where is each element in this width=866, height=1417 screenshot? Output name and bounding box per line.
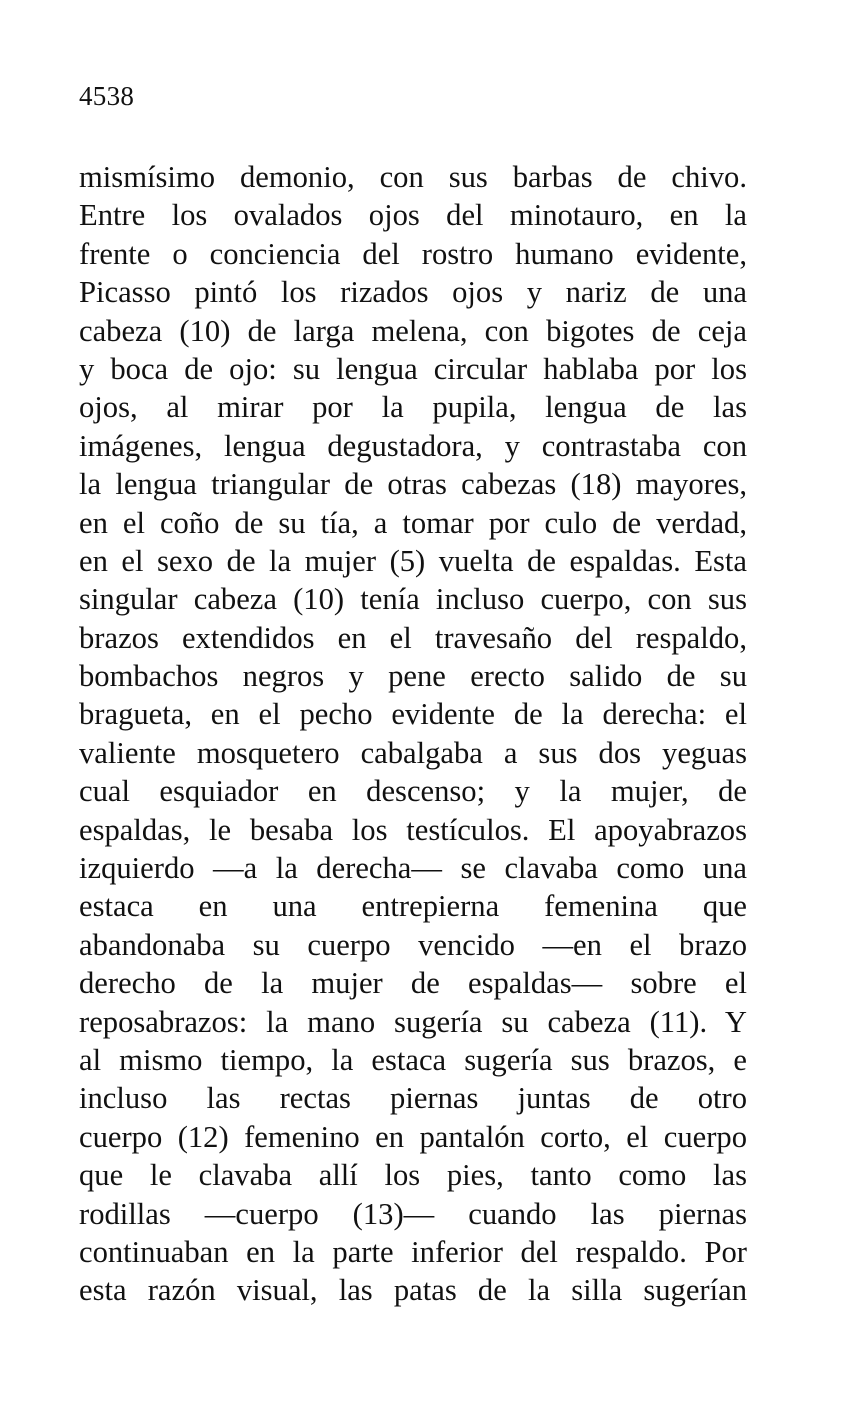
text-line: la lengua triangular de otras cabezas (18) mayores, xyxy=(79,467,747,502)
text-line: valiente mosquetero cabalgaba a sus dos yeguas xyxy=(79,735,747,770)
text-line: Picasso pintó los rizados ojos y nariz de una xyxy=(79,275,747,310)
text-line: y boca de ojo: su lengua circular hablaba por los xyxy=(79,351,747,386)
text-line: imágenes, lengua degustadora, y contrastaba con xyxy=(79,428,747,463)
text-line: al mismo tiempo, la estaca sugería sus brazos, e xyxy=(79,1042,747,1077)
text-line: ojos, al mirar por la pupila, lengua de las xyxy=(79,390,747,425)
text-line: continuaban en la parte inferior del respaldo. Por xyxy=(79,1234,747,1269)
body-paragraph xyxy=(79,158,747,1310)
text-line: mismísimo demonio, con sus barbas de chivo. xyxy=(79,160,747,194)
text-line: en el coño de su tía, a tomar por culo de verdad, xyxy=(79,505,747,540)
text-line: reposabrazos: la mano sugería su cabeza (11). Y xyxy=(79,1004,747,1039)
text-line: incluso las rectas piernas juntas de otro xyxy=(79,1081,747,1116)
text-line: que le clavaba allí los pies, tanto como las xyxy=(79,1158,747,1193)
text-line: abandonaba su cuerpo vencido —en el brazo xyxy=(79,927,747,962)
text-line: frente o conciencia del rostro humano evidente, xyxy=(79,236,747,271)
text-line: derecho de la mujer de espaldas— sobre el xyxy=(79,966,747,1001)
text-line: izquierdo —a la derecha— se clavaba como una xyxy=(79,851,747,886)
text-line: cabeza (10) de larga melena, con bigotes de ceja xyxy=(79,313,747,348)
text-line: Entre los ovalados ojos del minotauro, en la xyxy=(79,198,747,233)
text-line: bombachos negros y pene erecto salido de su xyxy=(79,659,747,694)
text-line: estaca en una entrepierna femenina que xyxy=(79,889,747,924)
page-number: 4538 xyxy=(79,81,135,111)
text-line: rodillas —cuerpo (13)— cuando las piernas xyxy=(79,1196,747,1231)
text-line: cual esquiador en descenso; y la mujer, de xyxy=(79,774,747,809)
text-line: espaldas, le besaba los testículos. El apoyabrazos xyxy=(79,812,747,847)
text-line: en el sexo de la mujer (5) vuelta de espaldas. Esta xyxy=(79,543,747,578)
text-line: cuerpo (12) femenino en pantalón corto, el cuerpo xyxy=(79,1119,747,1154)
text-line: brazos extendidos en el travesaño del respaldo, xyxy=(79,620,747,655)
text-line: esta razón visual, las patas de la silla sugerían xyxy=(79,1273,747,1308)
text-line: bragueta, en el pecho evidente de la derecha: el xyxy=(79,697,747,732)
text-line: singular cabeza (10) tenía incluso cuerpo, con sus xyxy=(79,582,747,617)
